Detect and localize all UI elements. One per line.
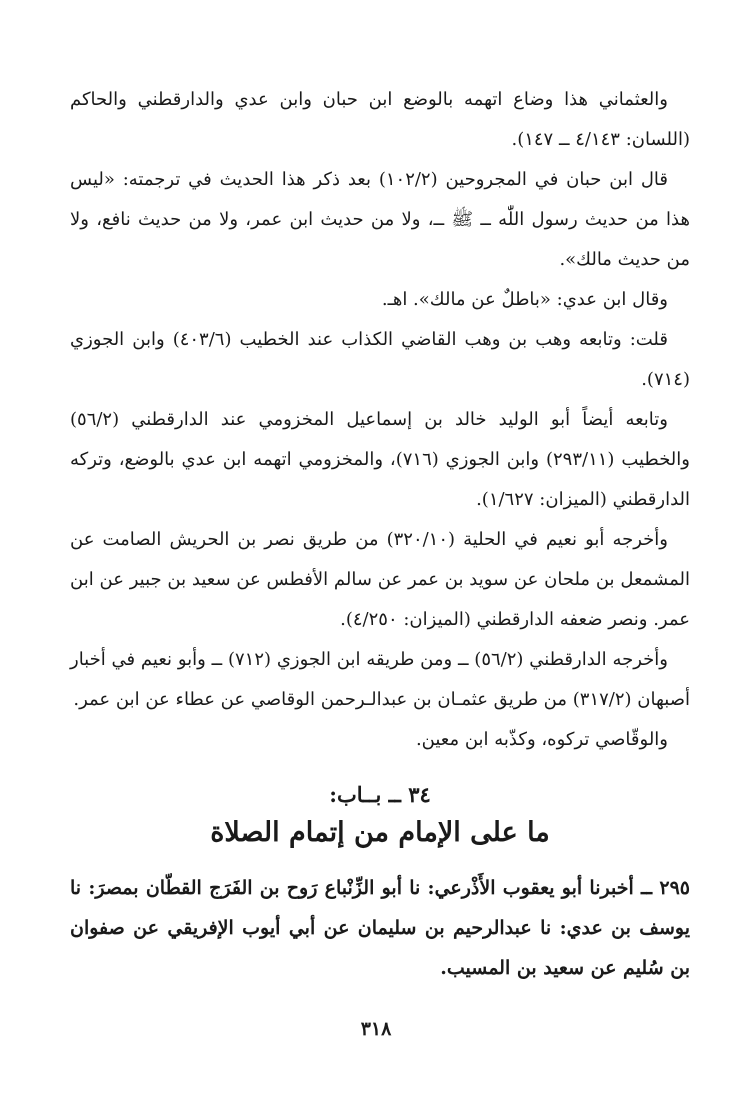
- paragraph-wahb: قلت: وتابعه وهب بن وهب القاضي الكذاب عند الخطيب (٤٠٣/٦) وابن الجوزي (٧١٤).: [70, 329, 690, 390]
- page-body: [70, 80, 690, 988]
- chapter-number: ٣٤ ــ بــاب:: [329, 782, 431, 807]
- paragraph-abu-nuaim-hilya: وأخرجه أبو نعيم في الحلية (٣٢٠/١٠) من طريق نصر بن الحريش الصامت عن المشمعل بن ملحان عن سويد بن عمر عن سالم الأفطس عن سعيد بن جبير عن ابن عمر. ونصر ضعفه الدارقطني (الميزان: ٤/٢٥٠).: [70, 529, 690, 630]
- chapter-title: ما على الإمام من إتمام الصلاة: [210, 817, 550, 848]
- paragraph-ibn-hibban: قال ابن حبان في المجروحين (١٠٢/٢) بعد ذكر هذا الحديث في ترجمته: «ليس هذا من حديث رسول اللّٰه ــ ﷺ ــ، ولا من حديث ابن عمر، ولا من حديث نافع، ولا من حديث مالك».: [70, 169, 690, 270]
- paragraph-waqqasi: والوقّاصي تركوه، وكذّبه ابن معين.: [415, 729, 668, 750]
- paragraph-daraqutni: وأخرجه الدارقطني (٥٦/٢) ــ ومن طريقه ابن الجوزي (٧١٢) ــ وأبو نعيم في أخبار أصبهان (٣١٧/٢) من طريق عثمـان بن عبدالـرحمن الوقاصي عن عطاء عن ابن عمر.: [70, 649, 690, 710]
- paragraph-makhzumi: وتابعه أيضاً أبو الوليد خالد بن إسماعيل المخزومي عند الدارقطني (٥٦/٢) والخطيب (٢٩٣/١١) وابن الجوزي (٧١٦)، والمخزومي اتهمه ابن عدي بالوضع، وتركه الدارقطني (الميزان: ١/٦٢٧).: [70, 409, 690, 510]
- paragraph-ibn-adi: وقال ابن عدي: «باطلٌ عن مالك». اهـ.: [381, 289, 668, 310]
- paragraph-waddaa: والعثماني هذا وضاع اتهمه بالوضع ابن حبان وابن عدي والدارقطني والحاكم (اللسان: ٤/١٤٣ ــ ١٤٧).: [70, 89, 690, 150]
- page-number: ٣١٨: [360, 1018, 392, 1040]
- hadith-text: ٢٩٥ ــ أخبرنا أبو يعقوب الأَذْرعي: نا أبو الزِّنْباع رَوح بن الفَرَج القطّان بمصرَ: نا يوسف بن عدي: نا عبدالرحيم بن سليمان عن أبي أيوب الإفريقي عن صفوان بن سُليم عن سعيد بن المسيب.: [70, 877, 690, 979]
